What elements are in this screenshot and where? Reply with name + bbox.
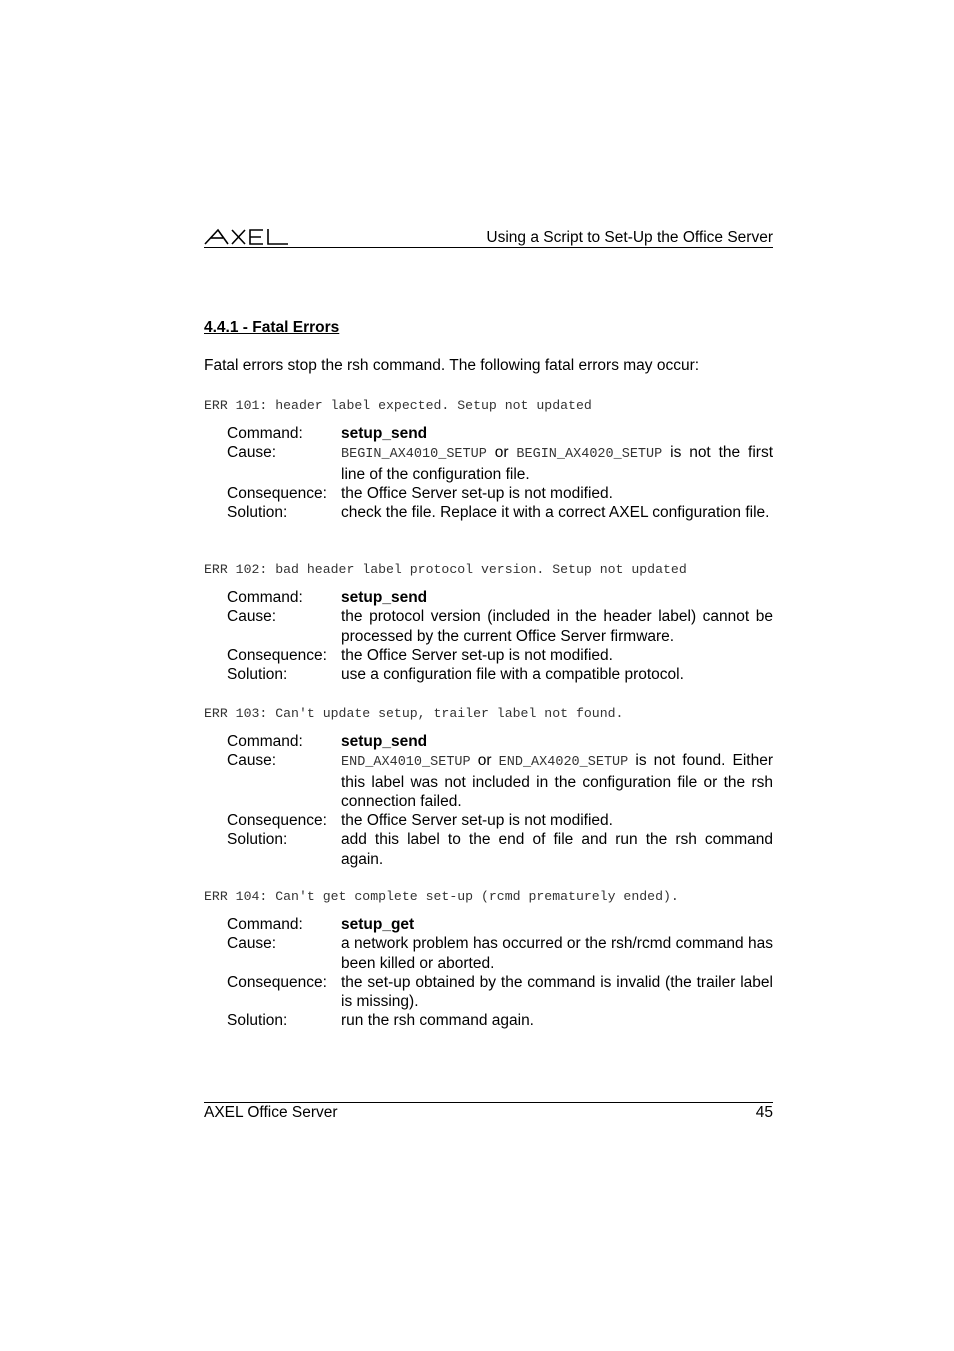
cause-code: BEGIN_AX4010_SETUP	[341, 447, 487, 463]
solution-value: use a configuration file with a compatible protocol.	[341, 666, 684, 684]
solution-label: Solution:	[227, 666, 288, 684]
error-code-102: ERR 102: bad header label protocol version. Setup not updated	[204, 562, 687, 577]
solution-label: Solution:	[227, 1012, 288, 1030]
consequence-label: Consequence:	[227, 646, 327, 664]
consequence-label: Consequence:	[227, 812, 327, 830]
consequence-value: the set-up obtained by the command is invalid (the trailer label is missing).	[341, 973, 773, 1011]
command-label: Command:	[227, 589, 303, 606]
error-code-104: ERR 104: Can't get complete set-up (rcmd prematurely ended).	[204, 889, 679, 904]
error-entry-102	[227, 588, 773, 684]
cause-label: Cause:	[227, 608, 277, 626]
command-value: setup_get	[341, 916, 415, 933]
command-value: setup_send	[341, 733, 428, 750]
solution-label: Solution:	[227, 504, 288, 522]
cause-code: END_AX4010_SETUP	[341, 755, 471, 771]
cause-code: END_AX4020_SETUP	[498, 755, 629, 771]
page-number: 45	[755, 1104, 773, 1121]
cause-or: or	[477, 752, 492, 770]
cause-label: Cause:	[227, 935, 277, 953]
section-title: 4.4.1 - Fatal Errors	[204, 319, 340, 336]
cause-text: is not the first line of the configuration file.	[341, 444, 774, 483]
cause-value	[341, 443, 773, 484]
page-header	[204, 225, 773, 248]
cause-text: is not found. Either this label was not included in the configuration file or the rsh connection failed.	[341, 752, 774, 810]
solution-value: add this label to the end of file and run the rsh command again.	[341, 831, 773, 868]
consequence-value: the Office Server set-up is not modified.	[341, 812, 613, 830]
error-entry-103	[227, 732, 773, 869]
consequence-label: Consequence:	[227, 973, 327, 991]
error-entry-101	[227, 424, 773, 522]
cause-value: the protocol version (included in the header label) cannot be processed by the current Office Server firmware.	[341, 608, 773, 645]
command-label: Command:	[227, 425, 303, 442]
command-label: Command:	[227, 733, 303, 750]
solution-value: run the rsh command again.	[341, 1012, 534, 1030]
header-title: Using a Script to Set-Up the Office Server	[486, 229, 773, 246]
error-entry-104	[227, 915, 773, 1031]
footer-product-name: AXEL Office Server	[204, 1104, 338, 1121]
axel-logo	[204, 227, 290, 246]
consequence-label: Consequence:	[227, 484, 327, 502]
cause-code: BEGIN_AX4020_SETUP	[516, 447, 663, 463]
page-footer	[204, 1102, 773, 1121]
command-value: setup_send	[341, 425, 428, 442]
cause-label: Cause:	[227, 444, 277, 462]
cause-value	[341, 751, 773, 811]
cause-label: Cause:	[227, 752, 277, 770]
command-value: setup_send	[341, 589, 428, 606]
error-code-101: ERR 101: header label expected. Setup not updated	[204, 398, 592, 413]
solution-label: Solution:	[227, 831, 288, 849]
command-label: Command:	[227, 916, 303, 933]
cause-value: a network problem has occurred or the rsh/rcmd command has been killed or aborted.	[341, 935, 773, 972]
cause-or: or	[494, 444, 509, 462]
intro-paragraph: Fatal errors stop the rsh command. The following fatal errors may occur:	[204, 357, 700, 374]
solution-value: check the file. Replace it with a correct AXEL configuration file.	[341, 504, 770, 522]
consequence-value: the Office Server set-up is not modified.	[341, 646, 613, 664]
consequence-value: the Office Server set-up is not modified.	[341, 484, 613, 502]
error-code-103: ERR 103: Can't update setup, trailer label not found.	[204, 706, 624, 721]
